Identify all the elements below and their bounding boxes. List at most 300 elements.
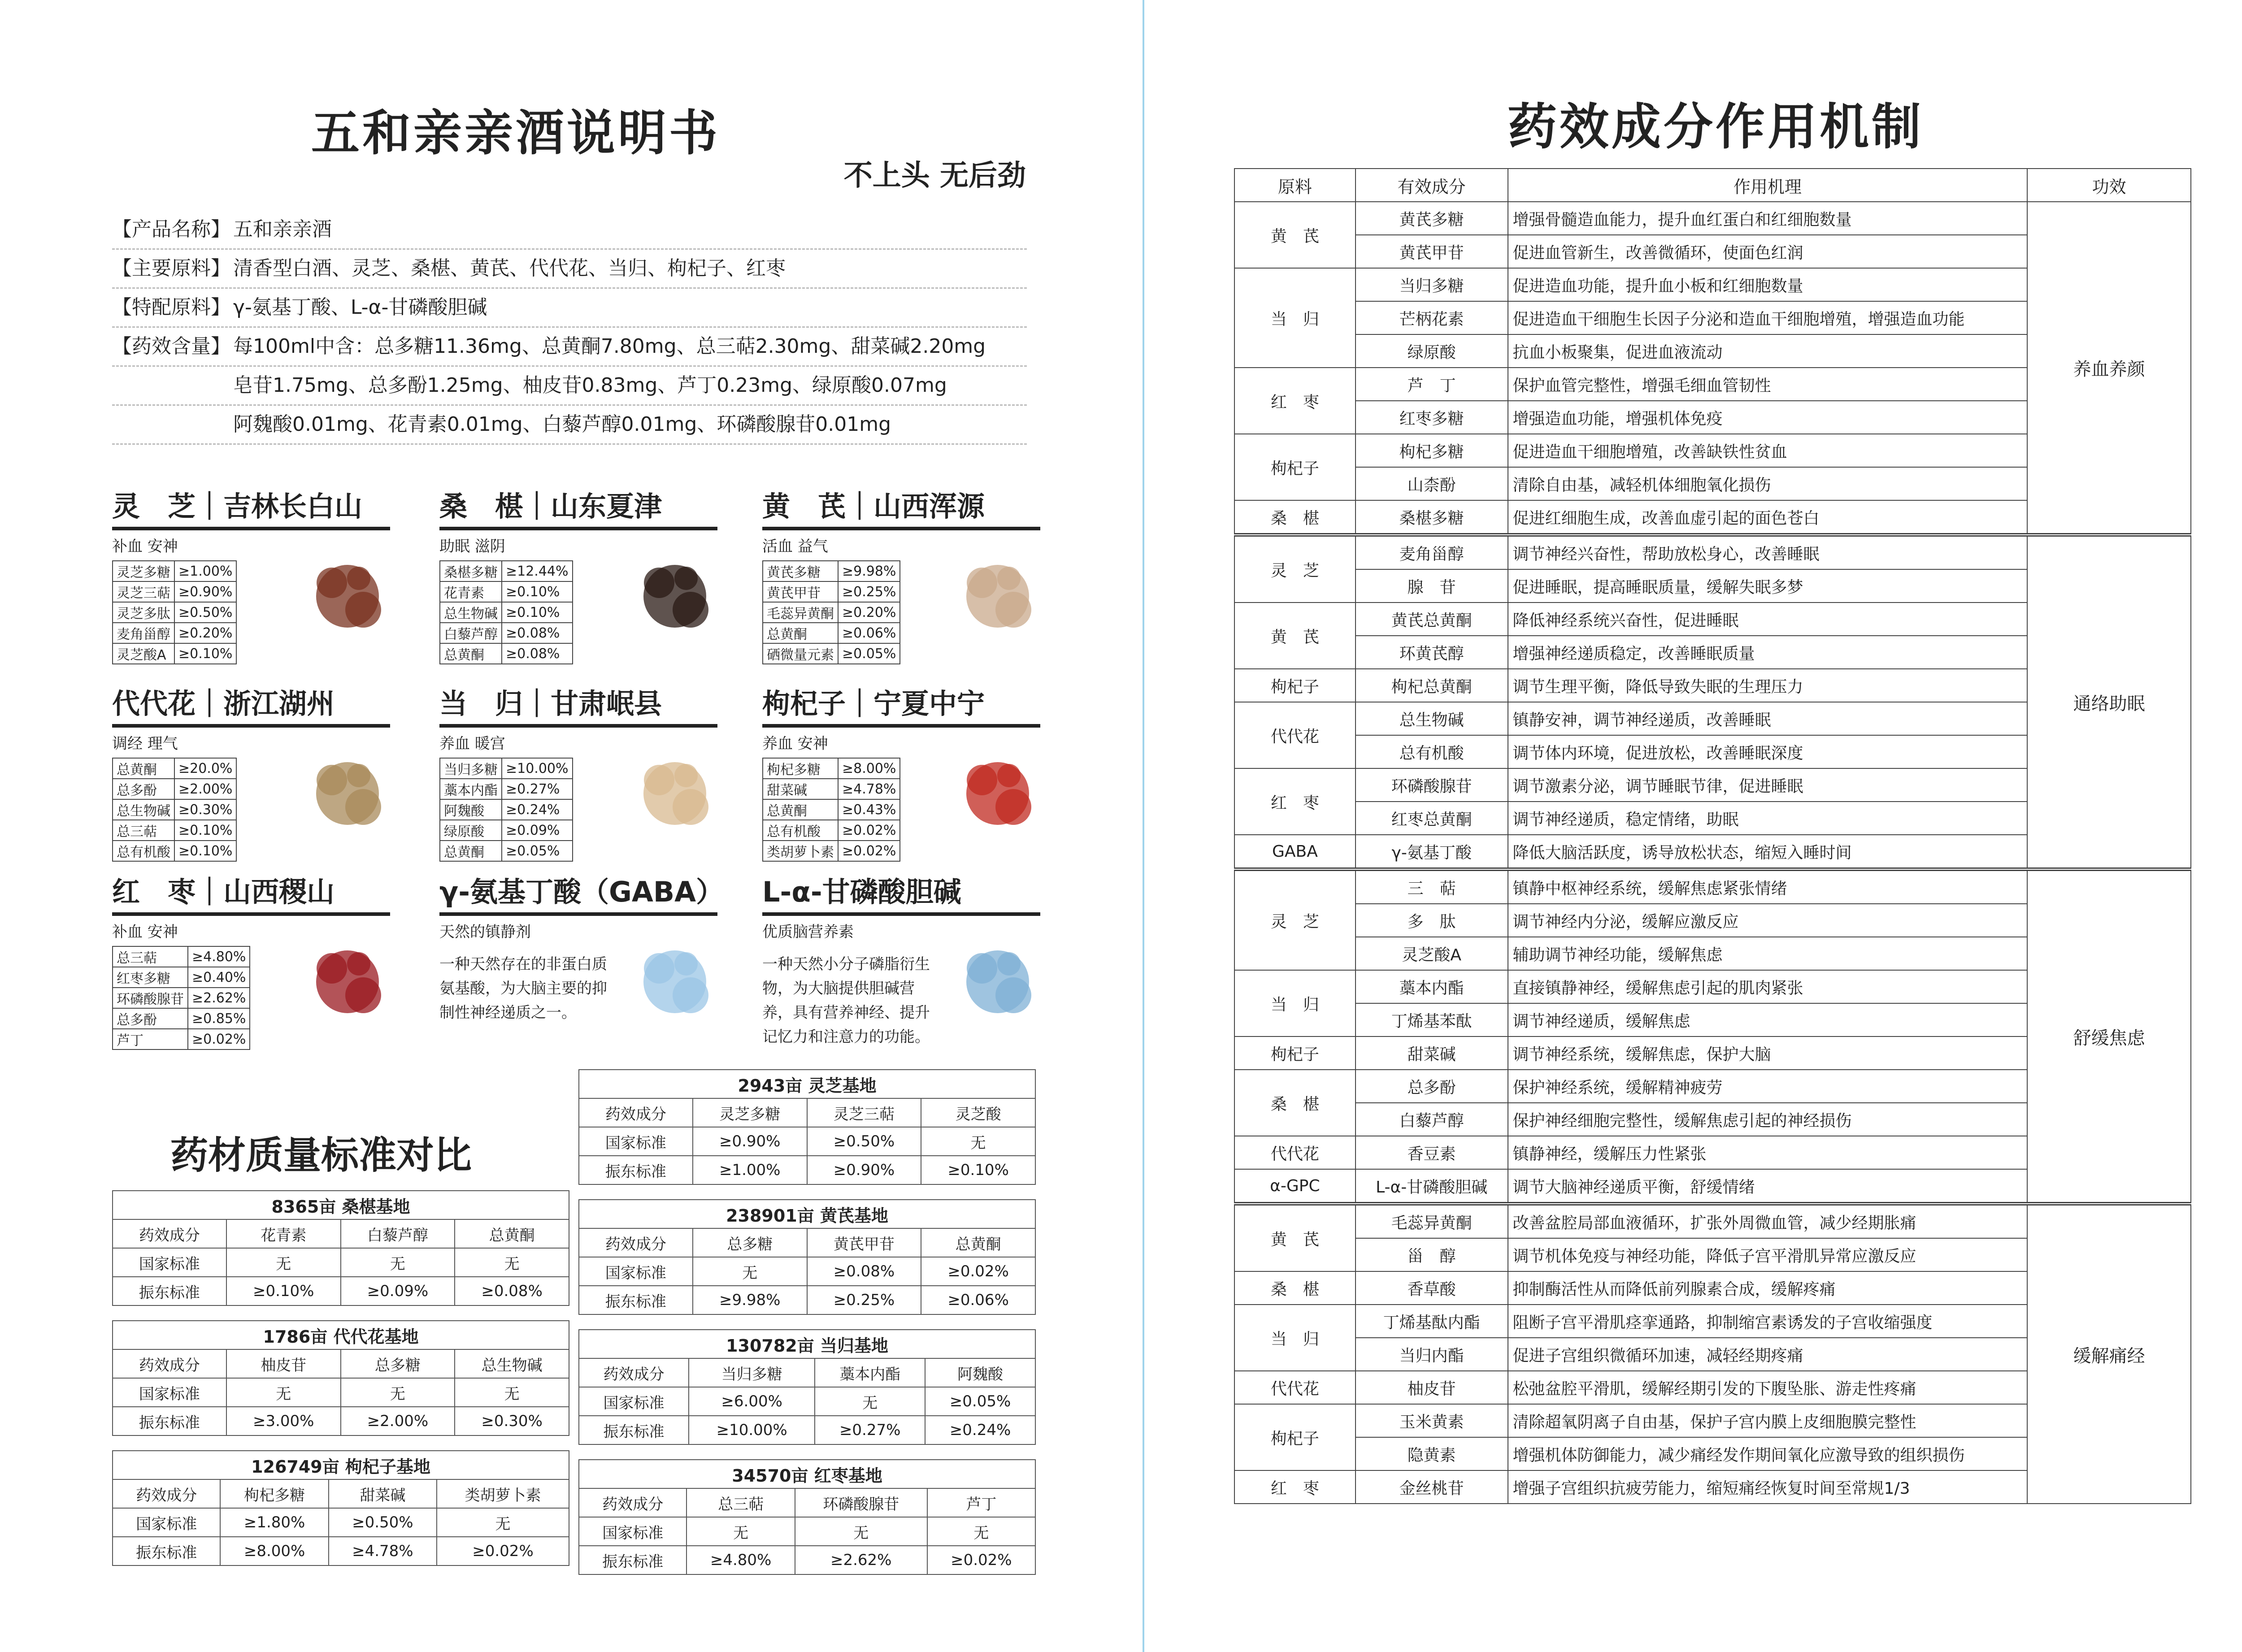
component-value: ≥0.10% bbox=[502, 602, 573, 623]
herb-block bbox=[112, 681, 399, 860]
component-value: ≥0.10% bbox=[174, 643, 236, 664]
component-value: ≥0.20% bbox=[174, 623, 236, 643]
component-name: 枸杞多糖 bbox=[763, 758, 838, 779]
table-cell: 药效成分 bbox=[579, 1098, 693, 1127]
table-cell: 黄芪甲苷 bbox=[807, 1228, 921, 1257]
table-row bbox=[113, 1008, 250, 1029]
product-info bbox=[112, 211, 1027, 445]
ingredient-cell: 总生物碱 bbox=[1356, 702, 1508, 735]
mechanism-cell: 调节神经系统，缓解焦虑，保护大脑 bbox=[1508, 1036, 2028, 1070]
table-row bbox=[1234, 1204, 2191, 1238]
herb-name: 红 枣｜山西稷山 bbox=[112, 870, 390, 916]
table-cell: 振东标准 bbox=[579, 1156, 693, 1184]
quality-table bbox=[112, 1450, 569, 1566]
component-name: 总黄酮 bbox=[113, 758, 174, 779]
panel-mechanism bbox=[1144, 0, 2242, 1652]
table-row bbox=[579, 1127, 1035, 1156]
ingredient-cell: 金丝桃苷 bbox=[1356, 1470, 1508, 1504]
mechanism-cell: 改善盆腔局部血液循环，扩张外周微血管，减少经期胀痛 bbox=[1508, 1204, 2028, 1238]
table-cell: 振东标准 bbox=[113, 1277, 226, 1305]
mechanism-cell: 促进造血干细胞生长因子分泌和造血干细胞增殖，增强造血功能 bbox=[1508, 301, 2028, 334]
table-row bbox=[113, 1219, 569, 1248]
herb-block bbox=[439, 484, 726, 663]
ingredient-cell: L-α-甘磷酸胆碱 bbox=[1356, 1169, 1508, 1204]
ingredient-cell: 黄芪总黄酮 bbox=[1356, 603, 1508, 636]
ingredient-cell: 甜菜碱 bbox=[1356, 1036, 1508, 1070]
ingredient-cell: 甾 醇 bbox=[1356, 1238, 1508, 1271]
table-row bbox=[763, 779, 900, 799]
material-cell: 黄 芪 bbox=[1234, 603, 1356, 669]
component-value: ≥0.40% bbox=[188, 967, 250, 988]
table-row bbox=[113, 643, 236, 664]
material-cell: 代代花 bbox=[1234, 1136, 1356, 1169]
quality-table-title: 2943亩 灵芝基地 bbox=[579, 1070, 1035, 1098]
ingredient-cell: 环磷酸腺苷 bbox=[1356, 768, 1508, 802]
mechanism-cell: 阻断子宫平滑肌痉挛通路，抑制缩宫素诱发的子宫收缩强度 bbox=[1508, 1305, 2028, 1338]
table-cell: 总生物碱 bbox=[455, 1349, 569, 1378]
effect-cell: 通络助眠 bbox=[2027, 535, 2191, 869]
table-cell: ≥2.62% bbox=[795, 1546, 927, 1574]
mechanism-cell: 调节神经递质，稳定情绪，助眠 bbox=[1508, 802, 2028, 835]
mechanism-cell: 调节神经递质，缓解焦虑 bbox=[1508, 1003, 2028, 1036]
quality-table-title: 126749亩 枸杞子基地 bbox=[113, 1451, 569, 1479]
component-value: ≥2.62% bbox=[188, 988, 250, 1008]
table-cell: 当归多糖 bbox=[689, 1358, 815, 1387]
mechanism-cell: 清除自由基，减轻机体细胞氧化损伤 bbox=[1508, 467, 2028, 500]
mechanism-table bbox=[1234, 168, 2191, 1504]
herb-name: 黄 芪｜山西浑源 bbox=[762, 484, 1040, 530]
header-ingredient: 有效成分 bbox=[1356, 169, 1508, 202]
ingredient-cell: 当归内酯 bbox=[1356, 1338, 1508, 1371]
ingredient-cell: 三 萜 bbox=[1356, 869, 1508, 904]
table-cell: ≥0.30% bbox=[455, 1407, 569, 1435]
component-value: ≥4.80% bbox=[188, 946, 250, 967]
ingredient-cell: 丁烯基酞内酯 bbox=[1356, 1305, 1508, 1338]
table-header-row bbox=[1234, 169, 2191, 202]
ingredient-cell: 灵芝酸A bbox=[1356, 937, 1508, 970]
table-row bbox=[763, 581, 900, 602]
table-cell: 灵芝多糖 bbox=[693, 1098, 807, 1127]
mechanism-cell: 抗血小板聚集，促进血液流动 bbox=[1508, 334, 2028, 368]
ingredient-cell: 黄芪甲苷 bbox=[1356, 235, 1508, 268]
header-material: 原料 bbox=[1234, 169, 1356, 202]
herb-illustration bbox=[955, 937, 1040, 1027]
table-row bbox=[113, 1029, 250, 1049]
component-name: 毛蕊异黄酮 bbox=[763, 602, 838, 623]
table-cell: ≥2.00% bbox=[341, 1407, 455, 1435]
table-row bbox=[579, 1358, 1035, 1387]
effect-cell: 养血养颜 bbox=[2027, 202, 2191, 535]
table-cell: 药效成分 bbox=[579, 1228, 693, 1257]
component-name: 红枣多糖 bbox=[113, 967, 188, 988]
table-row bbox=[440, 799, 573, 820]
herb-illustration bbox=[632, 749, 717, 838]
header-mechanism: 作用机理 bbox=[1508, 169, 2028, 202]
table-cell: 振东标准 bbox=[579, 1416, 689, 1444]
table-cell: 国家标准 bbox=[113, 1378, 226, 1407]
ingredient-cell: 芦 丁 bbox=[1356, 368, 1508, 401]
table-cell: 灵芝酸 bbox=[921, 1098, 1035, 1127]
table-cell: 无 bbox=[341, 1378, 455, 1407]
table-row bbox=[763, 799, 900, 820]
mechanism-cell: 降低神经系统兴奋性，促进睡眠 bbox=[1508, 603, 2028, 636]
herb-content-table bbox=[762, 560, 900, 664]
table-row bbox=[113, 946, 250, 967]
component-name: 甜菜碱 bbox=[763, 779, 838, 799]
herb-name: 枸杞子｜宁夏中宁 bbox=[762, 681, 1040, 728]
component-value: ≥1.00% bbox=[174, 561, 236, 581]
ingredient-cell: 总有机酸 bbox=[1356, 735, 1508, 768]
mechanism-cell: 辅助调节神经功能，缓解焦虑 bbox=[1508, 937, 2028, 970]
table-cell: ≥0.08% bbox=[455, 1277, 569, 1305]
mechanism-cell: 调节生理平衡，降低导致失眠的生理压力 bbox=[1508, 669, 2028, 702]
material-cell: 灵 芝 bbox=[1234, 535, 1356, 603]
table-cell: 总黄酮 bbox=[455, 1219, 569, 1248]
info-value: γ-氨基丁酸、L-α-甘磷酸胆碱 bbox=[233, 296, 487, 319]
table-row bbox=[113, 779, 236, 799]
component-name: 灵芝多肽 bbox=[113, 602, 174, 623]
component-name: 灵芝酸A bbox=[113, 643, 174, 664]
ingredient-cell: 枸杞多糖 bbox=[1356, 434, 1508, 467]
ingredient-cell: 隐黄素 bbox=[1356, 1437, 1508, 1470]
table-cell: 无 bbox=[921, 1127, 1035, 1156]
table-cell: 振东标准 bbox=[579, 1286, 693, 1314]
table-cell: 无 bbox=[455, 1248, 569, 1277]
component-name: 绿原酸 bbox=[440, 820, 502, 841]
herb-tag: 补血 安神 bbox=[112, 538, 178, 555]
mechanism-cell: 促进血管新生，改善微循环，使面色红润 bbox=[1508, 235, 2028, 268]
table-cell: ≥10.00% bbox=[689, 1416, 815, 1444]
component-name: 灵芝多糖 bbox=[113, 561, 174, 581]
component-value: ≥0.50% bbox=[174, 602, 236, 623]
ingredient-cell: 桑椹多糖 bbox=[1356, 500, 1508, 535]
ingredient-cell: 绿原酸 bbox=[1356, 334, 1508, 368]
info-value: 五和亲亲酒 bbox=[233, 218, 332, 241]
table-row bbox=[440, 779, 573, 799]
table-row bbox=[763, 561, 900, 581]
table-cell: ≥0.50% bbox=[329, 1508, 437, 1537]
table-row bbox=[440, 820, 573, 841]
table-cell: ≥0.06% bbox=[921, 1286, 1035, 1314]
component-name: 总生物碱 bbox=[440, 602, 502, 623]
table-cell: 灵芝三萜 bbox=[807, 1098, 921, 1127]
quality-table bbox=[112, 1320, 569, 1436]
table-cell: ≥0.02% bbox=[437, 1537, 569, 1565]
table-row bbox=[763, 820, 900, 841]
herb-illustration bbox=[632, 551, 717, 641]
quality-table-title: 1786亩 代代花基地 bbox=[113, 1321, 569, 1349]
ingredient-cell: 环黄芪醇 bbox=[1356, 636, 1508, 669]
table-row bbox=[579, 1286, 1035, 1314]
table-row bbox=[113, 820, 236, 841]
component-value: ≥0.02% bbox=[188, 1029, 250, 1049]
mechanism-cell: 增强子宫组织抗疲劳能力，缩短痛经恢复时间至常规1/3 bbox=[1508, 1470, 2028, 1504]
table-cell: 无 bbox=[927, 1517, 1035, 1546]
mechanism-cell: 镇静神经，缓解压力性紧张 bbox=[1508, 1136, 2028, 1169]
table-cell: 柚皮苷 bbox=[226, 1349, 341, 1378]
mechanism-cell: 清除超氧阴离子自由基，保护子宫内膜上皮细胞膜完整性 bbox=[1508, 1404, 2028, 1437]
table-row bbox=[579, 1416, 1035, 1444]
component-value: ≥0.08% bbox=[502, 643, 573, 664]
table-cell: 国家标准 bbox=[579, 1517, 687, 1546]
component-name: 总三萜 bbox=[113, 820, 174, 841]
material-cell: 当 归 bbox=[1234, 268, 1356, 368]
info-key: 【药效含量】 bbox=[112, 335, 230, 358]
quality-table-title-row bbox=[579, 1330, 1035, 1358]
mechanism-cell: 调节神经兴奋性，帮助放松身心，改善睡眠 bbox=[1508, 535, 2028, 569]
info-row bbox=[112, 211, 1027, 250]
component-name: 总有机酸 bbox=[763, 820, 838, 841]
mechanism-cell: 促进子宫组织微循环加速，减轻经期疼痛 bbox=[1508, 1338, 2028, 1371]
quality-table-title: 8365亩 桑椹基地 bbox=[113, 1191, 569, 1219]
material-cell: 桑 椹 bbox=[1234, 1271, 1356, 1305]
info-row bbox=[112, 250, 1027, 289]
component-value: ≥8.00% bbox=[838, 758, 900, 779]
table-cell: 总三萜 bbox=[687, 1488, 795, 1517]
material-cell: 桑 椹 bbox=[1234, 1070, 1356, 1136]
mechanism-cell: 调节神经内分泌，缓解应激反应 bbox=[1508, 904, 2028, 937]
component-name: 总黄酮 bbox=[440, 643, 502, 664]
component-name: 类胡萝卜素 bbox=[763, 841, 838, 861]
quality-table-title-row bbox=[579, 1460, 1035, 1488]
component-value: ≥9.98% bbox=[838, 561, 900, 581]
material-cell: GABA bbox=[1234, 835, 1356, 869]
mechanism-cell: 促进造血干细胞增殖，改善缺铁性贫血 bbox=[1508, 434, 2028, 467]
table-cell: ≥0.27% bbox=[815, 1416, 925, 1444]
table-cell: 类胡萝卜素 bbox=[437, 1479, 569, 1508]
herb-content-table bbox=[439, 560, 573, 664]
herb-name: γ-氨基丁酸（GABA） bbox=[439, 870, 717, 916]
table-cell: 枸杞多糖 bbox=[220, 1479, 328, 1508]
info-row-continued: 阿魏酸0.01mg、花青素0.01mg、白藜芦醇0.01mg、环磷酸腺苷0.01mg bbox=[112, 406, 1027, 445]
table-cell: ≥0.05% bbox=[925, 1387, 1035, 1416]
table-row bbox=[113, 1479, 569, 1508]
component-value: ≥0.43% bbox=[838, 799, 900, 820]
herb-block bbox=[762, 681, 1049, 860]
ingredient-cell: 腺 苷 bbox=[1356, 569, 1508, 603]
table-cell: ≥1.80% bbox=[220, 1508, 328, 1537]
quality-table-title-row bbox=[113, 1191, 569, 1219]
table-cell: 无 bbox=[226, 1378, 341, 1407]
table-cell: ≥3.00% bbox=[226, 1407, 341, 1435]
material-cell: 代代花 bbox=[1234, 702, 1356, 768]
component-name: 麦角甾醇 bbox=[113, 623, 174, 643]
material-cell: 枸杞子 bbox=[1234, 669, 1356, 702]
table-row bbox=[579, 1517, 1035, 1546]
page-subtitle: 不上头 无后劲 bbox=[843, 159, 1026, 192]
table-row bbox=[579, 1156, 1035, 1184]
table-row bbox=[763, 643, 900, 664]
table-cell: 药效成分 bbox=[113, 1219, 226, 1248]
ingredient-cell: 香草酸 bbox=[1356, 1271, 1508, 1305]
table-cell: ≥0.09% bbox=[341, 1277, 455, 1305]
material-cell: 黄 芪 bbox=[1234, 202, 1356, 268]
herb-tag: 养血 暖宫 bbox=[439, 735, 505, 753]
component-name: 总黄酮 bbox=[763, 799, 838, 820]
table-row bbox=[763, 758, 900, 779]
component-value: ≥0.24% bbox=[502, 799, 573, 820]
component-value: ≥0.06% bbox=[838, 623, 900, 643]
table-cell: 药效成分 bbox=[579, 1488, 687, 1517]
table-cell: 甜菜碱 bbox=[329, 1479, 437, 1508]
table-cell: 无 bbox=[437, 1508, 569, 1537]
component-value: ≥0.25% bbox=[838, 581, 900, 602]
table-row bbox=[1234, 202, 2191, 235]
material-cell: 枸杞子 bbox=[1234, 434, 1356, 500]
table-row bbox=[579, 1387, 1035, 1416]
herb-tag: 优质脑营养素 bbox=[762, 923, 854, 941]
table-cell: 药效成分 bbox=[579, 1358, 689, 1387]
herb-block bbox=[762, 484, 1049, 663]
component-name: 花青素 bbox=[440, 581, 502, 602]
table-cell: ≥9.98% bbox=[693, 1286, 807, 1314]
herb-description: 一种天然存在的非蛋白质氨基酸，为大脑主要的抑制性神经递质之一。 bbox=[439, 955, 607, 1022]
table-cell: 无 bbox=[815, 1387, 925, 1416]
material-cell: 灵 芝 bbox=[1234, 869, 1356, 970]
table-cell: 国家标准 bbox=[579, 1127, 693, 1156]
quality-table bbox=[112, 1190, 569, 1306]
table-row bbox=[579, 1098, 1035, 1127]
quality-table bbox=[578, 1459, 1036, 1575]
mechanism-cell: 增强机体防御能力，减少痛经发作期间氧化应激导致的组织损伤 bbox=[1508, 1437, 2028, 1470]
component-value: ≥0.02% bbox=[838, 820, 900, 841]
table-cell: 环磷酸腺苷 bbox=[795, 1488, 927, 1517]
table-row bbox=[113, 988, 250, 1008]
component-name: 环磷酸腺苷 bbox=[113, 988, 188, 1008]
mechanism-cell: 保护神经系统，缓解精神疲劳 bbox=[1508, 1070, 2028, 1103]
table-cell: 藁本内酯 bbox=[815, 1358, 925, 1387]
component-name: 总有机酸 bbox=[113, 841, 174, 861]
quality-table bbox=[578, 1199, 1036, 1315]
material-cell: 代代花 bbox=[1234, 1371, 1356, 1404]
mechanism-cell: 保护神经细胞完整性，缓解焦虑引起的神经损伤 bbox=[1508, 1103, 2028, 1136]
herb-illustration bbox=[305, 551, 390, 641]
table-cell: 无 bbox=[687, 1517, 795, 1546]
ingredient-cell: 香豆素 bbox=[1356, 1136, 1508, 1169]
table-cell: 国家标准 bbox=[113, 1248, 226, 1277]
ingredient-cell: 麦角甾醇 bbox=[1356, 535, 1508, 569]
table-cell: 药效成分 bbox=[113, 1479, 220, 1508]
quality-table-title: 34570亩 红枣基地 bbox=[579, 1460, 1035, 1488]
herb-tag: 助眠 滋阴 bbox=[439, 538, 505, 555]
component-value: ≥12.44% bbox=[502, 561, 573, 581]
table-row bbox=[440, 623, 573, 643]
info-row bbox=[112, 289, 1027, 328]
herb-name: 灵 芝｜吉林长白山 bbox=[112, 484, 390, 530]
info-key: 【特配原料】 bbox=[112, 296, 230, 319]
table-row bbox=[113, 1407, 569, 1435]
component-name: 桑椹多糖 bbox=[440, 561, 502, 581]
mechanism-cell: 镇静中枢神经系统，缓解焦虑紧张情绪 bbox=[1508, 869, 2028, 904]
component-value: ≥20.0% bbox=[174, 758, 236, 779]
table-cell: 振东标准 bbox=[579, 1546, 687, 1574]
ingredient-cell: 藁本内酯 bbox=[1356, 970, 1508, 1003]
mechanism-cell: 降低大脑活跃度，诱导放松状态，缩短入睡时间 bbox=[1508, 835, 2028, 869]
herb-name: 当 归｜甘肃岷县 bbox=[439, 681, 717, 728]
herb-illustration bbox=[955, 749, 1040, 838]
ingredient-cell: 白藜芦醇 bbox=[1356, 1103, 1508, 1136]
ingredient-cell: 柚皮苷 bbox=[1356, 1371, 1508, 1404]
herb-content-table bbox=[112, 946, 250, 1050]
table-cell: 白藜芦醇 bbox=[341, 1219, 455, 1248]
table-row bbox=[113, 758, 236, 779]
material-cell: 红 枣 bbox=[1234, 368, 1356, 434]
table-cell: 总多糖 bbox=[341, 1349, 455, 1378]
info-value: 清香型白酒、灵芝、桑椹、黄芪、代代花、当归、枸杞子、红枣 bbox=[233, 257, 786, 280]
component-value: ≥0.10% bbox=[502, 581, 573, 602]
table-cell: ≥0.02% bbox=[921, 1257, 1035, 1286]
table-cell: 无 bbox=[693, 1257, 807, 1286]
herb-name: L-α-甘磷酸胆碱 bbox=[762, 870, 1040, 916]
herb-illustration bbox=[305, 749, 390, 838]
table-row bbox=[113, 1378, 569, 1407]
quality-table bbox=[578, 1069, 1036, 1185]
component-value: ≥0.85% bbox=[188, 1008, 250, 1029]
component-name: 灵芝三萜 bbox=[113, 581, 174, 602]
herb-name: 桑 椹｜山东夏津 bbox=[439, 484, 717, 530]
table-cell: ≥0.08% bbox=[807, 1257, 921, 1286]
component-value: ≥2.00% bbox=[174, 779, 236, 799]
info-row bbox=[112, 328, 1027, 367]
ingredient-cell: 红枣多糖 bbox=[1356, 401, 1508, 434]
component-value: ≥0.05% bbox=[838, 643, 900, 664]
material-cell: 枸杞子 bbox=[1234, 1036, 1356, 1070]
table-cell: 芦丁 bbox=[927, 1488, 1035, 1517]
component-name: 总黄酮 bbox=[440, 841, 502, 861]
effect-cell: 缓解痛经 bbox=[2027, 1204, 2191, 1504]
table-cell: ≥4.78% bbox=[329, 1537, 437, 1565]
quality-title: 药材质量标准对比 bbox=[170, 1133, 472, 1177]
table-row bbox=[440, 581, 573, 602]
table-row bbox=[113, 602, 236, 623]
table-row bbox=[1234, 869, 2191, 904]
herb-block bbox=[112, 870, 399, 1049]
table-row bbox=[113, 799, 236, 820]
ingredient-cell: 黄芪多糖 bbox=[1356, 202, 1508, 235]
component-value: ≥0.27% bbox=[502, 779, 573, 799]
herb-content-table bbox=[112, 560, 237, 664]
table-row bbox=[113, 1508, 569, 1537]
component-value: ≥0.02% bbox=[838, 841, 900, 861]
ingredient-cell: 山柰酚 bbox=[1356, 467, 1508, 500]
quality-table-title-row bbox=[113, 1321, 569, 1349]
herb-tag: 天然的镇静剂 bbox=[439, 923, 531, 941]
ingredient-cell: γ-氨基丁酸 bbox=[1356, 835, 1508, 869]
mechanism-title: 药效成分作用机制 bbox=[1508, 98, 1924, 156]
herb-block bbox=[762, 870, 1049, 1046]
herb-tag: 调经 理气 bbox=[112, 735, 178, 753]
herb-tag: 养血 安神 bbox=[762, 735, 828, 753]
mechanism-cell: 松弛盆腔平滑肌，缓解经期引发的下腹坠胀、游走性疼痛 bbox=[1508, 1371, 2028, 1404]
table-cell: ≥0.10% bbox=[921, 1156, 1035, 1184]
info-row-continued: 皂苷1.75mg、总多酚1.25mg、柚皮苷0.83mg、芦丁0.23mg、绿原酸0.07mg bbox=[112, 367, 1027, 406]
herb-block bbox=[112, 484, 399, 663]
table-row bbox=[440, 561, 573, 581]
herb-content-table bbox=[762, 758, 900, 862]
component-name: 总多酚 bbox=[113, 1008, 188, 1029]
component-name: 总生物碱 bbox=[113, 799, 174, 820]
ingredient-cell: 丁烯基苯酞 bbox=[1356, 1003, 1508, 1036]
table-row bbox=[113, 1537, 569, 1565]
herb-illustration bbox=[632, 937, 717, 1027]
herb-content-table bbox=[439, 758, 573, 862]
ingredient-cell: 芒柄花素 bbox=[1356, 301, 1508, 334]
ingredient-cell: 毛蕊异黄酮 bbox=[1356, 1204, 1508, 1238]
table-cell: ≥4.80% bbox=[687, 1546, 795, 1574]
quality-table-title: 238901亩 黄芪基地 bbox=[579, 1200, 1035, 1228]
table-cell: 国家标准 bbox=[113, 1508, 220, 1537]
mechanism-cell: 直接镇静神经，缓解焦虑引起的肌肉紧张 bbox=[1508, 970, 2028, 1003]
